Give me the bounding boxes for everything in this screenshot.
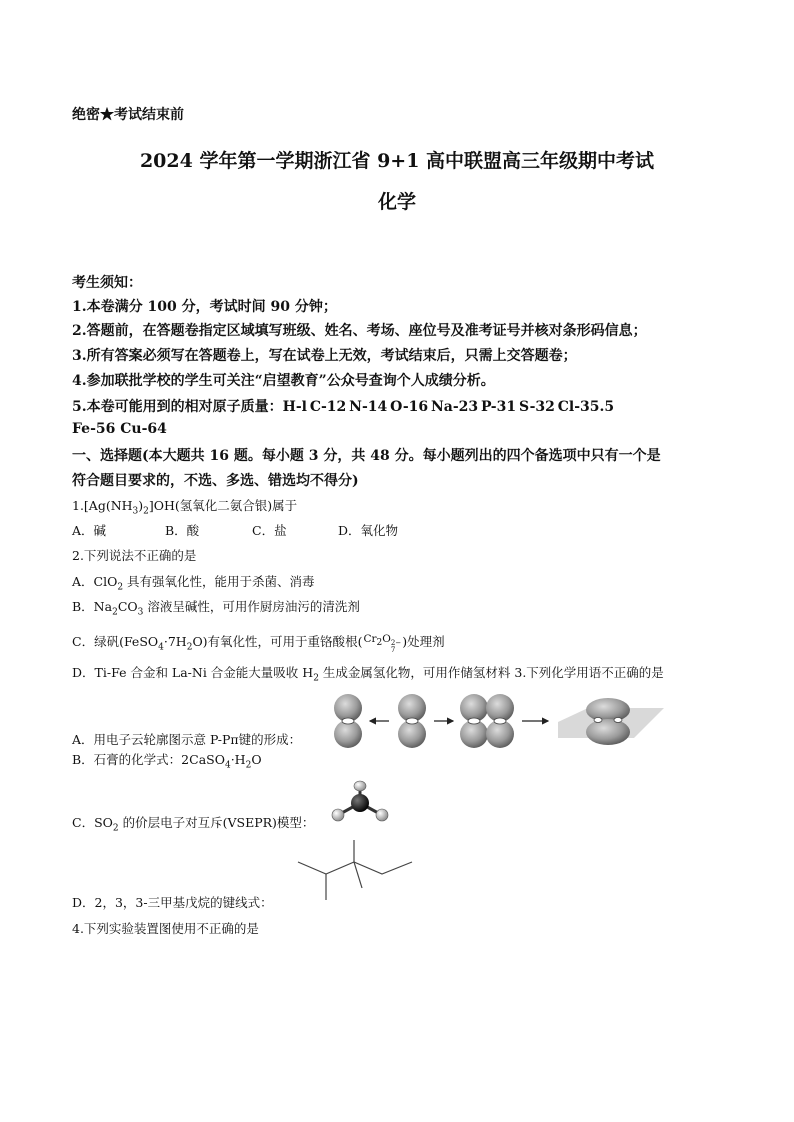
p-orbital-pair-overlap (460, 694, 514, 748)
q1-option-d: D．氧化物 (338, 523, 399, 538)
q3-option-c: C．$SO_2$ 的价层电子对互斥(VSEPR)模型： (72, 815, 315, 834)
notice-item-3: 3.所有答案必须写在答题卷上，写在试卷上无效，考试结束后，只需上交答题卷； (72, 348, 577, 364)
notice-item-1: 1.本卷满分 100 分，考试时间 90 分钟； (72, 299, 337, 315)
dichromate-ion: $Cr_2O$ 2− 7 (363, 633, 402, 654)
so2-vsepr-model (326, 778, 396, 830)
notice-item-6: Fe-56 Cu-64 (72, 421, 167, 437)
q1-option-c: C．盐 (252, 523, 287, 538)
q2-option-b: B．$Na_2CO_3$ 溶液呈碱性，可用作厨房油污的清洗剂 (72, 599, 360, 618)
q2-option-d: D．Ti-Fe 合金和 La-Ni 合金能大量吸收 $H_2$ 生成金属氢化物，可用作储氢材料 3.下列化学用语不正确的是 (72, 665, 664, 684)
notice-item-5: 5.本卷可能用到的相对原子质量：H-l C-12 N-14 O-16 Na-23 P-31 S-32 Cl-35.5 (72, 399, 615, 415)
q3-option-d: D．2，3，3-三甲基戊烷的键线式： (72, 895, 273, 910)
notice-item-4: 4.参加联批学校的学生可关注“启望教育”公众号查询个人成绩分析。 (72, 373, 495, 389)
pi-bond-result (558, 698, 664, 745)
p-orbital-left (334, 694, 362, 748)
q1-option-a: A．碱 (72, 523, 107, 538)
q3-option-a: A．用电子云轮廓图示意 P-Pπ键的形成： (72, 732, 302, 747)
secret-label: 绝密★考试结束前 (72, 107, 184, 123)
section-1-line-1: 一、选择题(本大题共 16 题。每小题 3 分，共 48 分。每小题列出的四个备选项中只有一个是 (72, 448, 661, 464)
question-1-stem: $1.[Ag(NH_3)_2]OH$(氢氧化二氨合银)属于 (72, 498, 298, 517)
p-orbital-middle (398, 694, 426, 748)
question-2-stem: 2.下列说法不正确的是 (72, 548, 197, 563)
p-p-pi-bond-orbital-diagram (326, 688, 671, 760)
q1-option-b: B．酸 (165, 523, 200, 538)
q2-option-a: A．ClO$_2$ 具有强氧化性，能用于杀菌、消毒 (72, 574, 315, 593)
notice-item-2: 2.答题前，在答题卷指定区域填写班级、姓名、考场、座位号及准考证号并核对条形码信息； (72, 323, 647, 339)
trimethylpentane-skeletal-formula (296, 838, 418, 904)
subject-title: 化学 (377, 191, 416, 213)
section-1-line-2: 符合题目要求的，不选、多选、错选均不得分) (72, 473, 359, 489)
notice-heading: 考生须知： (72, 275, 142, 291)
exam-title: 2024 学年第一学期浙江省 9+1 高中联盟高三年级期中考试 (139, 150, 655, 172)
question-4-stem: 4.下列实验装置图使用不正确的是 (72, 921, 259, 936)
q3-option-b: B．石膏的化学式：$2CaSO_4\cdot H_2O$ (72, 752, 262, 771)
q2-option-c: C．绿矾$(FeSO_4\cdot 7H_2O)$有氧化性，可用于重铬酸根($Cr_2O$ 2− 7 )处理剂 (72, 633, 445, 654)
